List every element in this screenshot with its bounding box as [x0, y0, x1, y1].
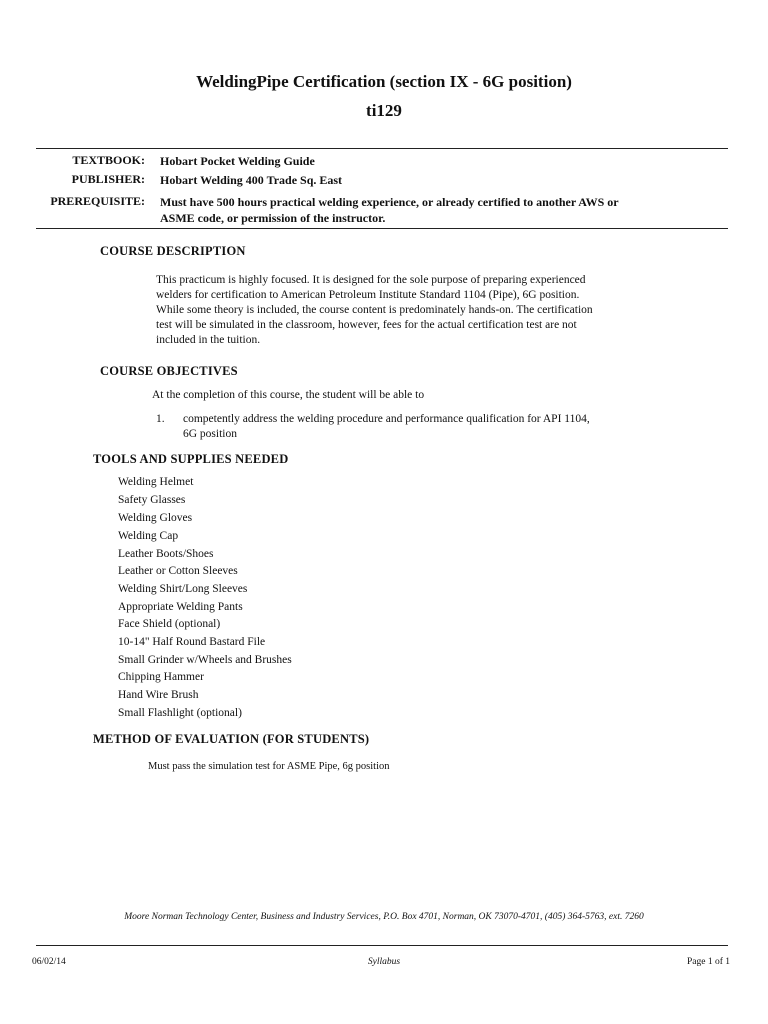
tool-item: Welding Shirt/Long Sleeves — [118, 583, 248, 595]
tool-item: Safety Glasses — [118, 494, 186, 506]
prerequisite-line: Must have 500 hours practical welding experience, or already certified to another AWS or — [160, 195, 619, 209]
course-description-text — [156, 273, 676, 348]
prerequisite-value — [160, 194, 660, 226]
tool-item: Leather Boots/Shoes — [118, 548, 214, 560]
tool-item: Hand Wire Brush — [118, 689, 199, 701]
footer-date: 06/02/14 — [32, 957, 66, 967]
prerequisite-label: PREREQUISITE: — [50, 194, 145, 208]
tool-item: Small Grinder w/Wheels and Brushes — [118, 654, 292, 666]
description-line: welders for certification to American Petroleum Institute Standard 1104 (Pipe), 6G position. — [156, 289, 580, 301]
tool-item: 10-14" Half Round Bastard File — [118, 636, 266, 648]
objective-text — [183, 412, 663, 442]
objective-number: 1. — [156, 413, 165, 425]
header-bottom-divider — [36, 228, 728, 229]
textbook-label: TEXTBOOK: — [72, 153, 145, 167]
publisher-label: PUBLISHER: — [71, 172, 145, 186]
course-description-heading: COURSE DESCRIPTION — [100, 244, 246, 258]
objective-line: 6G position — [183, 428, 237, 440]
tool-item: Face Shield (optional) — [118, 618, 221, 630]
tool-item: Chipping Hammer — [118, 671, 204, 683]
textbook-value: Hobart Pocket Welding Guide — [160, 154, 315, 168]
description-line: This practicum is highly focused. It is designed for the sole purpose of preparing experienced — [156, 274, 586, 286]
evaluation-text: Must pass the simulation test for ASME Pipe, 6g position — [148, 761, 390, 772]
tool-item: Welding Cap — [118, 530, 179, 542]
tool-item: Leather or Cotton Sleeves — [118, 565, 238, 577]
course-objectives-heading: COURSE OBJECTIVES — [100, 364, 238, 378]
description-line: test will be simulated in the classroom, however, fees for the actual certification test are not — [156, 319, 577, 331]
footer-divider — [36, 945, 728, 946]
footer-syllabus-label: Syllabus — [367, 957, 401, 967]
tool-item: Small Flashlight (optional) — [118, 707, 242, 719]
tools-heading: TOOLS AND SUPPLIES NEEDED — [93, 452, 289, 466]
evaluation-heading: METHOD OF EVALUATION (FOR STUDENTS) — [93, 732, 370, 746]
document-title: WeldingPipe Certification (section IX - 6G position) — [196, 72, 572, 91]
tool-item: Welding Helmet — [118, 476, 194, 488]
tool-item: Welding Gloves — [118, 512, 193, 524]
course-code: ti129 — [366, 101, 402, 120]
description-line: While some theory is included, the course content is predominately hands-on. The certification — [156, 304, 593, 316]
tool-item: Appropriate Welding Pants — [118, 601, 243, 613]
publisher-value: Hobart Welding 400 Trade Sq. East — [160, 173, 343, 187]
objective-line: competently address the welding procedure and performance qualification for API 1104, — [183, 413, 590, 425]
description-line: included in the tuition. — [156, 334, 261, 346]
footer-page-number: Page 1 of 1 — [686, 957, 730, 967]
footer-address: Moore Norman Technology Center, Business and Industry Services, P.O. Box 4701, Norman, OK 73070-4701, (405) 364-5763, ext. 7260 — [124, 912, 644, 922]
header-top-divider — [36, 148, 728, 149]
prerequisite-line: ASME code, or permission of the instructor. — [160, 211, 386, 225]
objectives-intro: At the completion of this course, the student will be able to — [152, 389, 425, 401]
